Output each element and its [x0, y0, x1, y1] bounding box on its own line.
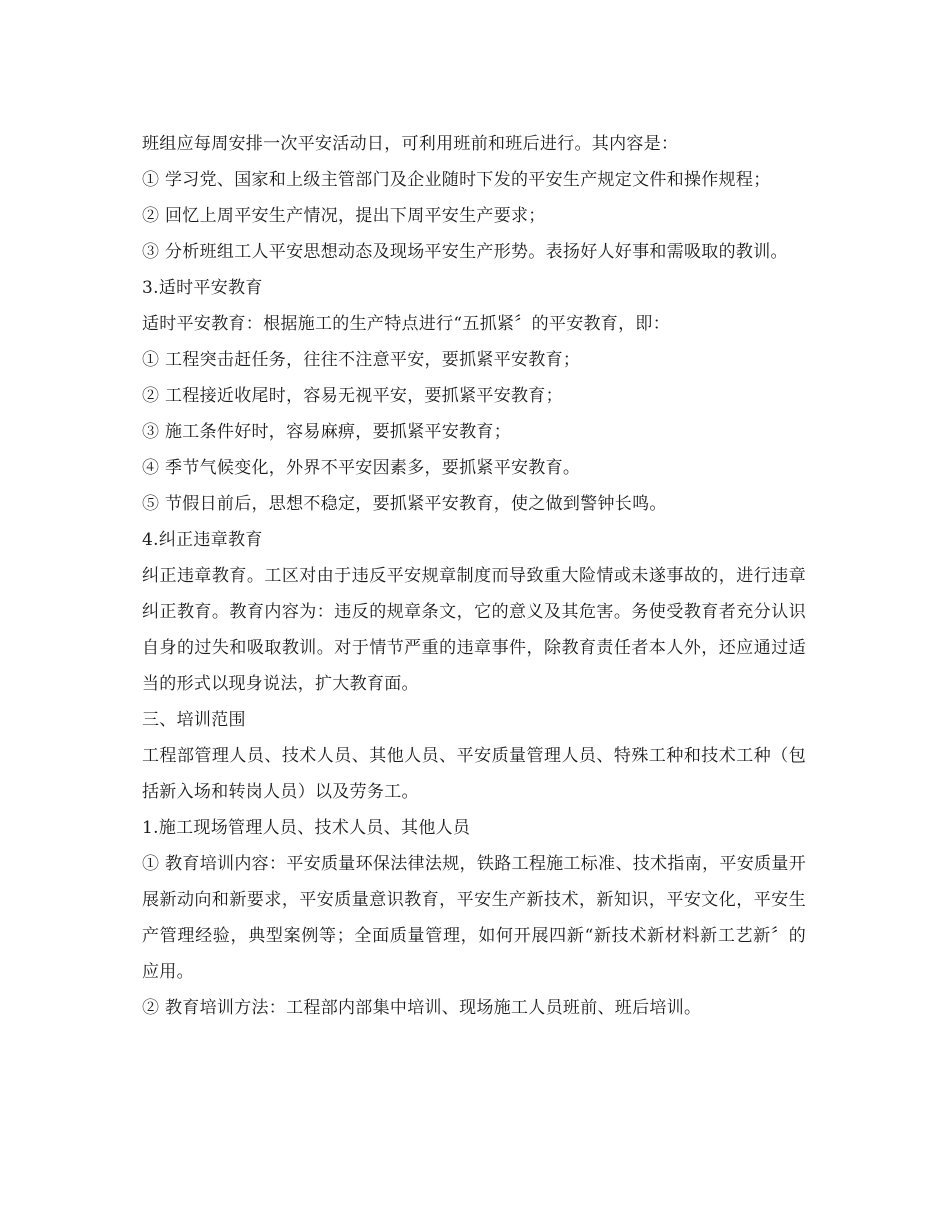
list-item-training-content: ① 教育培训内容：平安质量环保法律法规，铁路工程施工标准、技术指南，平安质量开展新动向和新要求，平安质量意识教育，平安生产新技术，新知识，平安文化，平安生产管理经验，典型案例等；全面质量管理，如何开展四新“新技术新材料新工艺新〞的应用。 — [142, 854, 806, 982]
list-item-season-change: ④ 季节气候变化，外界不平安因素多，要抓紧平安教育。 — [142, 458, 581, 478]
paragraph-timely-safety-education: 适时平安教育：根据施工的生产特点进行“五抓紧〞的平安教育，即： — [142, 314, 670, 334]
list-item-rush-tasks: ① 工程突击赶任务，往往不注意平安，要抓紧平安教育； — [142, 350, 581, 370]
paragraph-weekly-activity-day: 班组应每周安排一次平安活动日，可利用班前和班后进行。其内容是： — [142, 134, 679, 154]
paragraph-training-scope: 工程部管理人员、技术人员、其他人员、平安质量管理人员、特殊工种和技术工种（包括新入场和转岗人员）以及劳务工。 — [142, 746, 806, 802]
list-item-analyze-team: ③ 分析班组工人平安思想动态及现场平安生产形势。表扬好人好事和需吸取的教训。 — [142, 242, 788, 262]
list-item-review-last-week: ② 回忆上周平安生产情况，提出下周平安生产要求； — [142, 206, 546, 226]
list-item-training-method: ② 教育培训方法：工程部内部集中培训、现场施工人员班前、班后培训。 — [142, 998, 702, 1018]
list-item-good-conditions: ③ 施工条件好时，容易麻痹，要抓紧平安教育； — [142, 422, 512, 442]
list-item-near-completion: ② 工程接近收尾时，容易无视平安，要抓紧平安教育； — [142, 386, 563, 406]
heading-training-scope: 三、培训范围 — [142, 710, 246, 730]
heading-site-management-staff: 1.施工现场管理人员、技术人员、其他人员 — [142, 818, 471, 838]
heading-timely-safety-education: 3.适时平安教育 — [142, 278, 263, 298]
list-item-holidays: ⑤ 节假日前后，思想不稳定，要抓紧平安教育，使之做到警钟长鸣。 — [142, 494, 667, 514]
paragraph-correct-violations: 纠正违章教育。工区对由于违反平安规章制度而导致重大险情或未遂事故的，进行违章纠正教育。教育内容为：违反的规章条文，它的意义及其危害。务使受教育者充分认识自身的过失和吸取教训。对于情节严重的违章事件，除教育责任者本人外，还应通过适当的形式以现身说法，扩大教育面。 — [142, 566, 806, 694]
document-page — [142, 126, 806, 1026]
list-item-study-regulations: ① 学习党、国家和上级主管部门及企业随时下发的平安生产规定文件和操作规程； — [142, 170, 771, 190]
heading-correct-violations: 4.纠正违章教育 — [142, 530, 263, 550]
